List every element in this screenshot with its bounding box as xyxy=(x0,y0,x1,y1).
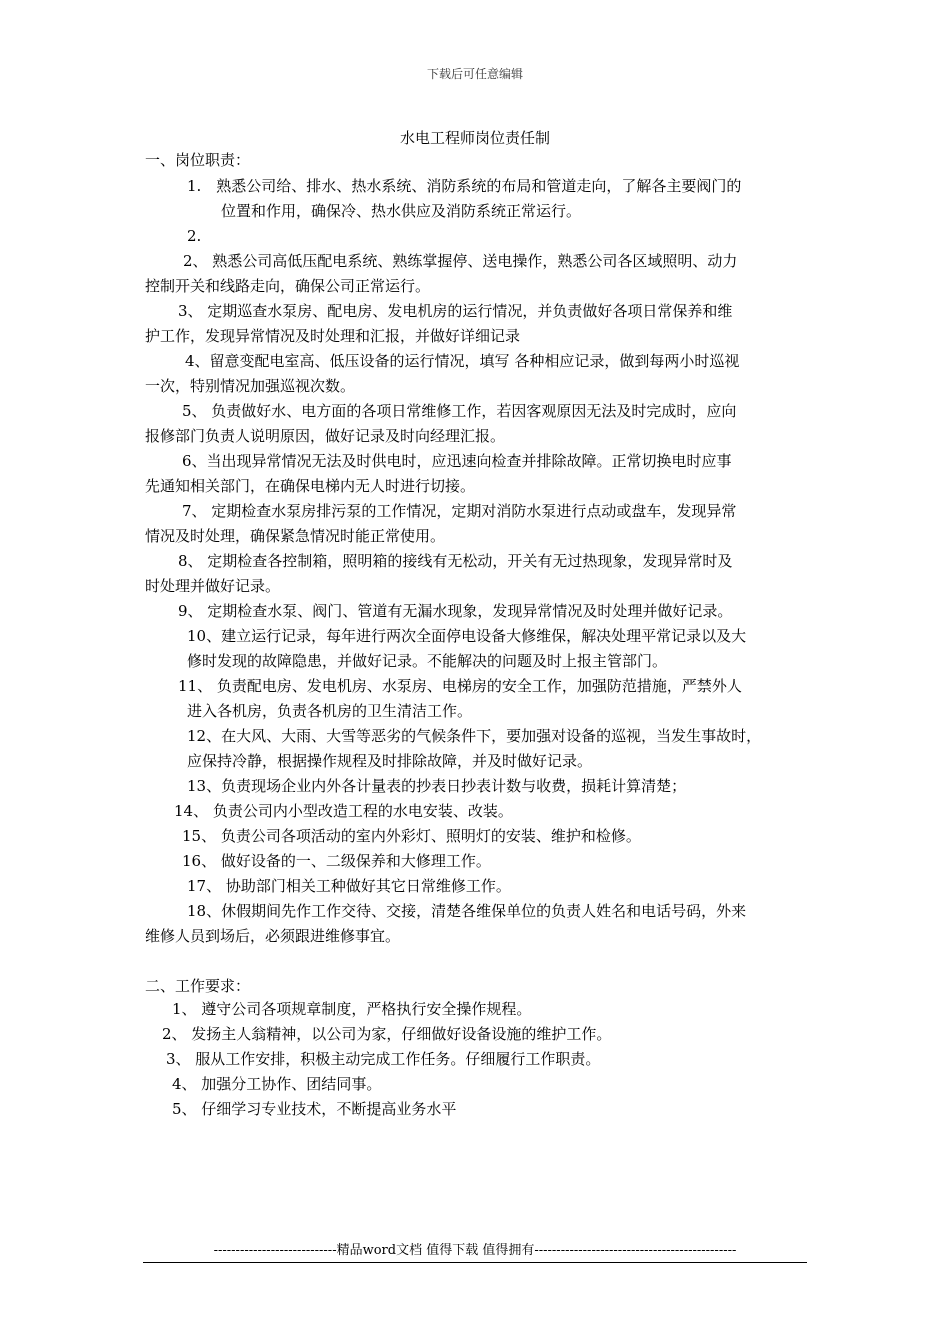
duty-item-3-line-2: 护工作，发现异常情况及时处理和汇报，并做好详细记录 xyxy=(145,327,521,345)
duty-item-2-blank: 2. xyxy=(187,227,202,245)
duty-item-4-line-2: 一次，特别情况加强巡视次数。 xyxy=(145,377,356,395)
requirement-item-4: 4、 加强分工协作、团结同事。 xyxy=(172,1075,382,1093)
duty-item-12-line-1: 12、在大风、大雨、大雪等恶劣的气候条件下，要加强对设备的巡视，当发生事故时， xyxy=(187,727,762,745)
duty-item-8-line-2: 时处理并做好记录。 xyxy=(145,577,281,595)
document-title: 水电工程师岗位责任制 xyxy=(399,129,550,147)
duty-item-11-line-2: 进入各机房，负责各机房的卫生清洁工作。 xyxy=(187,702,473,720)
duty-item-12-line-2: 应保持冷静，根据操作规程及时排除故障，并及时做好记录。 xyxy=(187,752,593,770)
duty-item-7-line-2: 情况及时处理，确保紧急情况时能正常使用。 xyxy=(145,527,446,545)
duty-item-11-line-1: 11、 负责配电房、发电机房、水泵房、电梯房的安全工作，加强防范措施，严禁外人 xyxy=(178,677,742,695)
duty-item-10-line-1: 10、建立运行记录，每年进行两次全面停电设备大修维保，解决处理平常记录以及大 xyxy=(187,627,747,645)
duty-item-7-line-1: 7、 定期检查水泵房排污泵的工作情况，定期对消防水泵进行点动或盘车，发现异常 xyxy=(182,502,737,520)
duty-item-13: 13、负责现场企业内外各计量表的抄表日抄表计数与收费，损耗计算清楚； xyxy=(187,777,687,795)
duty-item-1-line-1: 1. 熟悉公司给、排水、热水系统、消防系统的布局和管道走向，了解各主要阀门的 xyxy=(187,177,742,195)
header-note: 下载后可任意编辑 xyxy=(426,67,523,81)
footer-note: ----------------------------精品word文档 值得下载 值得拥有---------------------------------------------- xyxy=(213,1243,737,1258)
duty-item-18-line-2: 维修人员到场后，必须跟进维修事宜。 xyxy=(145,927,401,945)
footer-divider xyxy=(143,1262,807,1263)
duty-item-2-line-1: 2、 熟悉公司高低压配电系统、熟练掌握停、送电操作，熟悉公司各区域照明、动力 xyxy=(183,252,738,270)
duty-item-10-line-2: 修时发现的故障隐患，并做好记录。不能解决的问题及时上报主管部门。 xyxy=(187,652,668,670)
duty-item-9: 9、 定期检查水泵、阀门、管道有无漏水现象，发现异常情况及时处理并做好记录。 xyxy=(178,602,733,620)
section-1-heading: 一、岗位职责： xyxy=(145,151,251,169)
section-2-heading: 二、工作要求： xyxy=(145,977,251,995)
requirement-item-5: 5、 仔细学习专业技术，不断提高业务水平 xyxy=(172,1100,457,1118)
duty-item-16: 16、 做好设备的一、二级保养和大修理工作。 xyxy=(182,852,491,870)
duty-item-6-line-1: 6、当出现异常情况无法及时供电时，应迅速向检查并排除故障。正常切换电时应事 xyxy=(182,452,732,470)
duty-item-15: 15、 负责公司各项活动的室内外彩灯、照明灯的安装、维护和检修。 xyxy=(182,827,641,845)
duty-item-5-line-2: 报修部门负责人说明原因，做好记录及时向经理汇报。 xyxy=(145,427,506,445)
duty-item-1-line-2: 位置和作用，确保冷、热水供应及消防系统正常运行。 xyxy=(221,202,582,220)
duty-item-6-line-2: 先通知相关部门，在确保电梯内无人时进行切接。 xyxy=(145,477,476,495)
requirement-item-1: 1、 遵守公司各项规章制度，严格执行安全操作规程。 xyxy=(172,1000,532,1018)
duty-item-5-line-1: 5、 负责做好水、电方面的各项日常维修工作，若因客观原因无法及时完成时，应向 xyxy=(182,402,737,420)
duty-item-2-line-2: 控制开关和线路走向，确保公司正常运行。 xyxy=(145,277,431,295)
duty-item-17: 17、 协助部门相关工种做好其它日常维修工作。 xyxy=(187,877,511,895)
duty-item-14: 14、 负责公司内小型改造工程的水电安装、改装。 xyxy=(174,802,513,820)
duty-item-8-line-1: 8、 定期检查各控制箱，照明箱的接线有无松动，开关有无过热现象，发现异常时及 xyxy=(178,552,733,570)
duty-item-4-line-1: 4、留意变配电室高、低压设备的运行情况，填写 各种相应记录，做到每两小时巡视 xyxy=(185,352,740,370)
duty-item-18-line-1: 18、休假期间先作工作交待、交接，清楚各维保单位的负责人姓名和电话号码，外来 xyxy=(187,902,747,920)
requirement-item-3: 3、 服从工作安排，积极主动完成工作任务。仔细履行工作职责。 xyxy=(166,1050,601,1068)
duty-item-3-line-1: 3、 定期巡查水泵房、配电房、发电机房的运行情况，并负责做好各项日常保养和维 xyxy=(178,302,733,320)
requirement-item-2: 2、 发扬主人翁精神，以公司为家，仔细做好设备设施的维护工作。 xyxy=(162,1025,612,1043)
